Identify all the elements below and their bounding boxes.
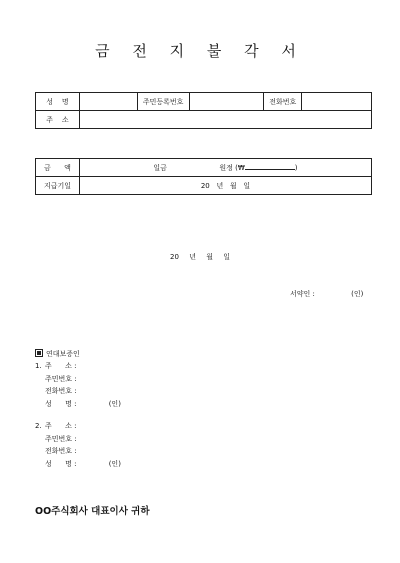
payment-table <box>35 158 372 195</box>
date-year-unit: 년 <box>189 253 196 261</box>
guarantor-address-line <box>35 360 121 373</box>
guarantor-heading <box>35 348 80 361</box>
guarantor-id-label: 주민번호 : <box>45 434 77 443</box>
guarantor-phone-label: 전화번호 : <box>45 447 77 455</box>
address-field[interactable] <box>79 111 371 129</box>
guarantor-1 <box>35 360 121 410</box>
signatory-label: 서약인 : <box>290 290 315 298</box>
address-label: 주 소 <box>36 111 80 129</box>
guarantor-phone-label: 전화번호 : <box>45 387 77 395</box>
person-row-address <box>36 111 372 129</box>
due-year-unit: 년 <box>216 181 224 190</box>
amount-suffix: 원정 (₩ <box>219 164 245 172</box>
id-number-field[interactable] <box>189 93 264 111</box>
amount-blank-line <box>245 162 295 170</box>
addressee: OO주식회사 대표이사 귀하 <box>35 506 150 517</box>
guarantor-name-line <box>35 458 121 471</box>
guarantor-number: 1. <box>35 362 42 370</box>
date-month-unit: 월 <box>206 253 213 261</box>
guarantor-address-label: 주 소 : <box>45 362 77 370</box>
guarantor-heading-text: 연대보증인 <box>46 350 80 358</box>
amount-label: 금 액 <box>36 159 80 177</box>
date-day-unit: 일 <box>223 253 230 261</box>
signatory-line <box>290 289 363 299</box>
due-date-field[interactable] <box>79 177 371 195</box>
person-info-table <box>35 92 372 129</box>
guarantor-seal: (인) <box>108 399 121 408</box>
guarantor-name-label: 성 명 : <box>45 399 77 408</box>
document-date <box>0 252 400 262</box>
signatory-seal: (인) <box>351 290 364 298</box>
guarantor-name-label: 성 명 : <box>45 459 77 468</box>
due-day-unit: 일 <box>243 181 251 190</box>
id-number-label: 주민등록번호 <box>137 93 189 111</box>
guarantor-id-line <box>35 433 121 446</box>
amount-row <box>36 159 372 177</box>
guarantor-phone-line <box>35 385 121 398</box>
guarantor-name-line <box>35 398 121 411</box>
guarantor-id-line <box>35 373 121 386</box>
guarantor-address-line <box>35 420 121 433</box>
phone-label: 전화번호 <box>264 93 302 111</box>
due-date-label: 지급기일 <box>36 177 80 195</box>
due-month-unit: 월 <box>229 181 237 190</box>
date-year: 20 <box>170 253 179 261</box>
due-year: 20 <box>200 181 210 190</box>
guarantor-address-label: 주 소 : <box>45 422 77 430</box>
document-title: 금 전 지 불 각 서 <box>95 42 305 60</box>
square-bullet-icon <box>35 349 43 357</box>
guarantor-number: 2. <box>35 422 42 430</box>
due-date-row <box>36 177 372 195</box>
name-field[interactable] <box>79 93 137 111</box>
guarantor-phone-line <box>35 445 121 458</box>
amount-field[interactable] <box>79 159 371 177</box>
phone-field[interactable] <box>302 93 372 111</box>
person-row-main <box>36 93 372 111</box>
guarantor-2 <box>35 420 121 470</box>
guarantor-seal: (인) <box>108 459 121 468</box>
amount-close: ) <box>294 164 298 172</box>
guarantor-id-label: 주민번호 : <box>45 374 77 383</box>
amount-prefix: 일금 <box>153 164 167 172</box>
name-label: 성 명 <box>36 93 80 111</box>
